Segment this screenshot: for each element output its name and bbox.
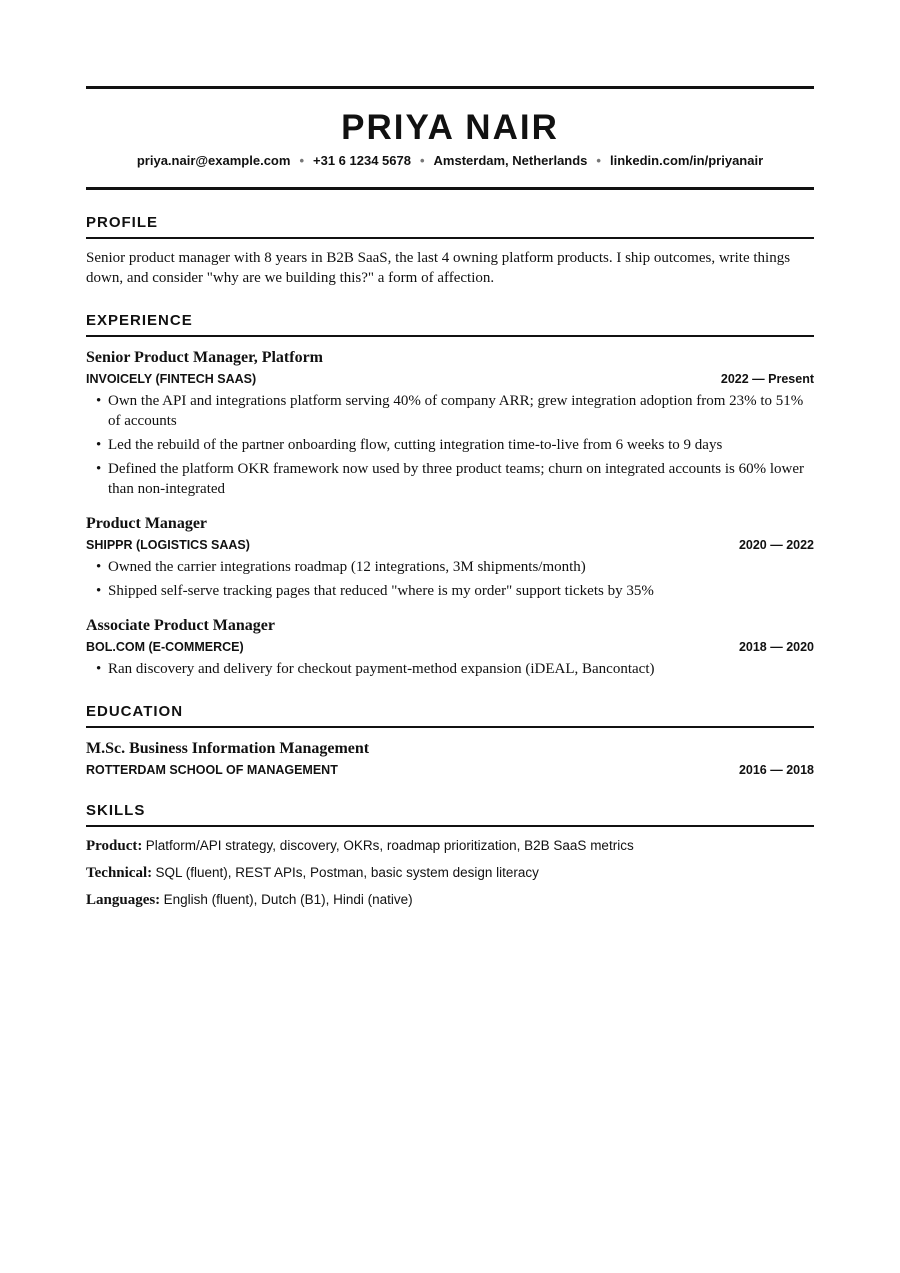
job-bullet <box>86 557 814 577</box>
job-bullet-text: Led the rebuild of the partner onboarding flow, cutting integration time-to-live from 6 weeks to 9 days <box>108 437 723 453</box>
job-bullet <box>86 459 814 499</box>
skill-label: Product: <box>86 838 143 854</box>
skill-value: SQL (fluent), REST APIs, Postman, basic system design literacy <box>155 865 539 880</box>
job-bullet-text: Own the API and integrations platform serving 40% of company ARR; grew integration adoption from 23% to 51% of accounts <box>108 393 804 429</box>
job-company: INVOICELY (FINTECH SAAS) <box>86 372 257 386</box>
job-bullet-text: Shipped self-serve tracking pages that reduced "where is my order" support tickets by 35% <box>108 583 654 599</box>
bullet-dot: • <box>96 661 102 677</box>
contact-separator: • <box>299 153 304 168</box>
skill-row-product <box>86 836 814 856</box>
skills-section <box>86 802 814 910</box>
job-title: Product Manager <box>86 515 208 532</box>
profile-section <box>86 214 814 288</box>
experience-section <box>86 312 814 679</box>
education-dates: 2016 — 2018 <box>738 763 814 777</box>
skill-row-technical <box>86 863 814 883</box>
job-bullet <box>86 659 814 679</box>
job-company: SHIPPR (LOGISTICS SAAS) <box>86 538 250 552</box>
bullet-dot: • <box>96 583 102 599</box>
job-meta <box>86 639 814 655</box>
job-bullets <box>86 391 814 499</box>
bullet-dot: • <box>96 559 102 575</box>
job-meta <box>86 537 814 553</box>
education-school: ROTTERDAM SCHOOL OF MANAGEMENT <box>86 763 338 777</box>
contact-email[interactable]: priya.nair@example.com <box>136 153 291 168</box>
job-company: BOL.COM (E-COMMERCE) <box>86 640 244 654</box>
job-bullet-text: Defined the platform OKR framework now used by three product teams; churn on integrated accounts is 60% lower than non-integrated <box>108 461 805 497</box>
job-bullets <box>86 659 814 679</box>
job-entry <box>86 615 814 679</box>
job-title: Associate Product Manager <box>86 617 275 634</box>
job-dates: 2018 — 2020 <box>738 640 814 654</box>
job-title: Senior Product Manager, Platform <box>86 349 324 366</box>
bullet-dot: • <box>96 437 102 453</box>
contact-line <box>86 152 814 170</box>
contact-location: Amsterdam, Netherlands <box>433 153 588 168</box>
job-dates: 2022 — Present <box>720 372 814 386</box>
section-title-profile: PROFILE <box>86 214 814 239</box>
job-entry <box>86 513 814 601</box>
job-dates: 2020 — 2022 <box>738 538 814 552</box>
profile-summary: Senior product manager with 8 years in B2B SaaS, the last 4 owning platform products. I ship outcomes, write things down, and consider "why are we building this?" a form of affection. <box>86 250 791 286</box>
education-section <box>86 703 814 778</box>
education-entry <box>86 738 814 778</box>
job-bullets <box>86 557 814 601</box>
job-bullet <box>86 581 814 601</box>
job-bullet <box>86 435 814 455</box>
bullet-dot: • <box>96 461 102 477</box>
header-top-rule <box>86 86 814 89</box>
job-bullet <box>86 391 814 431</box>
job-entry <box>86 347 814 499</box>
section-title-experience: EXPERIENCE <box>86 312 814 337</box>
job-bullet-text: Owned the carrier integrations roadmap (12 integrations, 3M shipments/month) <box>108 559 586 575</box>
skill-label: Languages: <box>86 892 161 908</box>
education-meta <box>86 762 814 778</box>
job-bullet-text: Ran discovery and delivery for checkout payment-method expansion (iDEAL, Bancontact) <box>108 661 655 677</box>
skill-value: Platform/API strategy, discovery, OKRs, roadmap prioritization, B2B SaaS metrics <box>145 838 634 853</box>
contact-linkedin[interactable]: linkedin.com/in/priyanair <box>609 153 764 168</box>
skill-row-languages <box>86 890 814 910</box>
candidate-name: PRIYA NAIR <box>341 108 559 147</box>
section-title-skills: SKILLS <box>86 802 814 827</box>
resume-page <box>86 86 814 917</box>
bullet-dot: • <box>96 393 102 409</box>
section-title-education: EDUCATION <box>86 703 814 728</box>
contact-separator: • <box>596 153 601 168</box>
skills-list <box>86 836 814 910</box>
education-degree: M.Sc. Business Information Management <box>86 740 370 757</box>
job-meta <box>86 371 814 387</box>
contact-separator: • <box>419 153 425 168</box>
contact-phone[interactable]: +31 6 1234 5678 <box>313 153 411 168</box>
skill-value: English (fluent), Dutch (B1), Hindi (native) <box>163 892 413 907</box>
skill-label: Technical: <box>86 865 153 881</box>
header-bottom-rule <box>86 187 814 190</box>
